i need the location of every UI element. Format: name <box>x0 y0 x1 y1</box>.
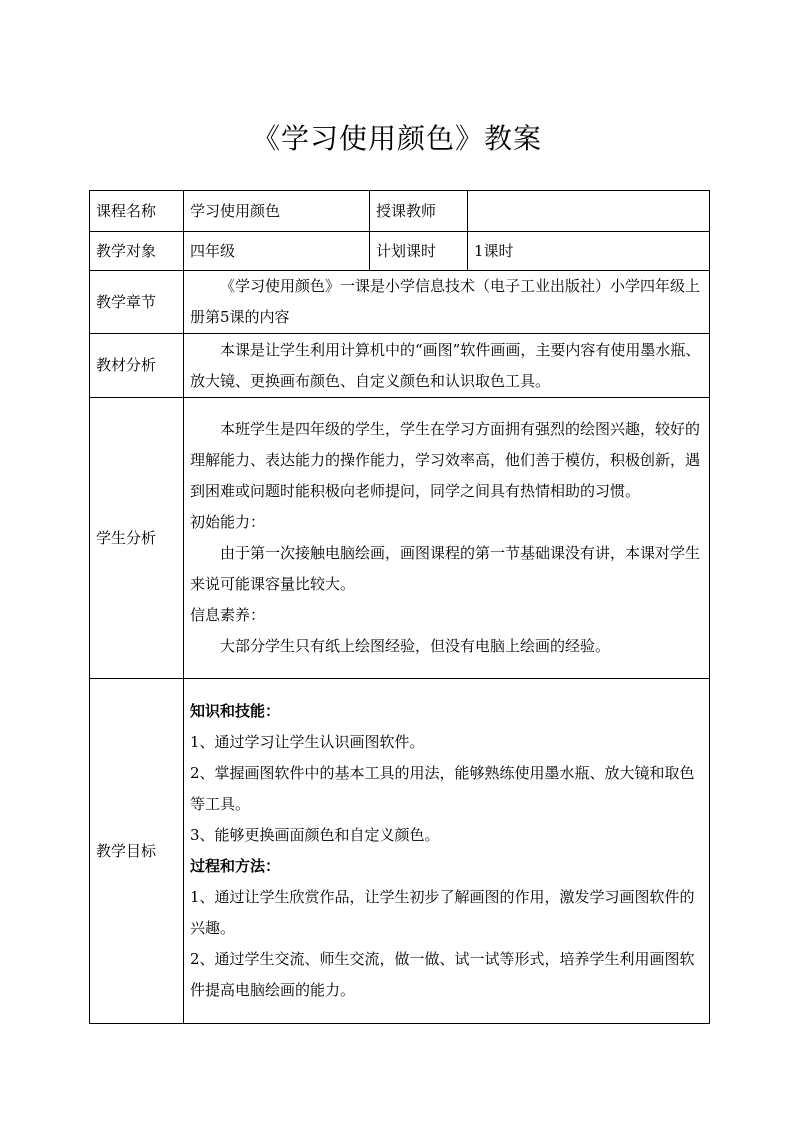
teacher-value <box>468 191 710 232</box>
material-text: 本课是让学生利用计算机中的“画图”软件画画，主要内容有使用墨水瓶、放大镜、更换画布颜色、自定义颜色和认识取色工具。 <box>190 340 701 390</box>
hours-value: 1课时 <box>468 232 710 271</box>
page-title: 《学习使用颜色》教案 <box>251 122 542 155</box>
knowledge-item-2: 2、掌握画图软件中的基本工具的用法，能够熟练使用墨水瓶、放大镜和取色等工具。 <box>190 764 695 813</box>
process-item-1: 1、通过让学生欣赏作品，让学生初步了解画图的作用，激发学习画图软件的兴趣。 <box>190 888 695 937</box>
initial-ability-heading: 初始能力： <box>190 513 266 531</box>
row-students <box>90 398 710 679</box>
audience-value: 四年级 <box>184 232 370 271</box>
teacher-label: 授课教师 <box>370 191 468 232</box>
knowledge-heading: 知识和技能： <box>190 702 281 720</box>
students-label: 学生分析 <box>90 398 184 679</box>
hours-label: 计划课时 <box>370 232 468 271</box>
chapter-text: 《学习使用颜色》一课是小学信息技术（电子工业出版社）小学四年级上册第5课的内容 <box>190 277 701 326</box>
audience-label: 教学对象 <box>90 232 184 271</box>
process-heading: 过程和方法： <box>190 857 281 875</box>
goals-label: 教学目标 <box>90 679 184 1024</box>
info-literacy-text: 大部分学生只有纸上绘图经验，但没有电脑上绘画的经验。 <box>220 637 611 655</box>
initial-ability-text: 由于第一次接触电脑绘画，画图课程的第一节基础课没有讲，本课对学生来说可能课容量比较大。 <box>190 544 701 593</box>
row-audience <box>90 232 710 271</box>
row-chapter <box>90 271 710 334</box>
students-intro: 本班学生是四年级的学生，学生在学习方面拥有强烈的绘图兴趣，较好的理解能力、表达能力的操作能力，学习效率高，他们善于模仿，积极创新，遇到困难或问题时能积极向老师提问，同学之间具有热情相助的习惯。 <box>190 420 701 500</box>
knowledge-item-1: 1、通过学习让学生认识画图软件。 <box>190 733 425 751</box>
knowledge-item-3: 3、能够更换画面颜色和自定义颜色。 <box>190 826 440 844</box>
course-value: 学习使用颜色 <box>184 191 370 232</box>
chapter-label: 教学章节 <box>90 271 184 334</box>
lesson-plan-table <box>89 190 710 1024</box>
process-item-2: 2、通过学生交流、师生交流，做一做、试一试等形式，培养学生利用画图软件提高电脑绘画的能力。 <box>190 950 695 999</box>
row-material <box>90 334 710 398</box>
material-label: 教材分析 <box>90 334 184 398</box>
info-literacy-heading: 信息素养： <box>190 606 266 624</box>
row-goals <box>90 679 710 1024</box>
row-course <box>90 191 710 232</box>
course-label: 课程名称 <box>90 191 184 232</box>
